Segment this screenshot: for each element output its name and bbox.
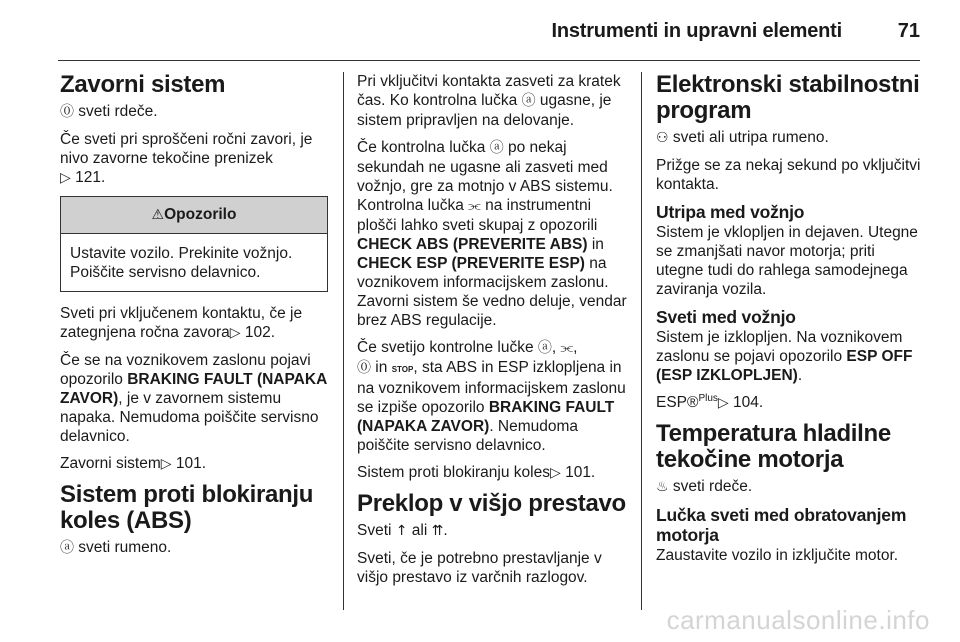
abs-fault-c: na instrumentni plošči lahko sveti skupaj z opozorili [357,197,598,234]
brake-system-ref-label: Zavorni sistem [60,455,161,472]
upshift-arrow-icon: ↑ [395,523,408,539]
esp-startup-text: Prižge se za nekaj sekund po vključitvi kontakta. [656,157,921,193]
page-ref-arrow-icon: ▷ [229,325,241,341]
brake-system-ref[interactable]: 101. [171,455,207,472]
abs-lamp-text [60,538,328,558]
parking-brake-ref[interactable]: 102. [240,324,276,341]
column-divider-1 [343,72,344,610]
esp-plus-ref[interactable]: 104. [728,394,764,411]
brake-lamp-text [60,102,328,122]
page-ref-arrow-icon: ▷ [160,456,172,472]
column-divider-2 [641,72,642,610]
abs-fault-e: in [587,236,604,253]
esp-flashing-title: Utripa med vožnjo [656,202,805,222]
warning-box [60,196,328,292]
abs-fault-g: na voznikovem informacijskem zaslonu. Zavorni sistem še vedno deluje, vendar brez ABS regulacije. [357,255,627,329]
column-3 [656,72,926,573]
esp-on-text [656,328,926,385]
esp-skid-icon: ⚇ [656,130,669,146]
stop-icon: STOP [391,365,414,374]
abs-icon: ⓐ [60,540,74,556]
coolant-temp-title: Temperatura hladilne tekočine motorja [656,420,891,473]
coolant-temp-icon: ♨ [656,479,669,495]
brake-lamp-desc: sveti rdeče. [74,103,158,120]
page-ref-arrow-icon: ▷ [549,465,561,481]
coolant-lamp-desc: sveti rdeče. [668,478,753,495]
brake-system-title: Zavorni sistem [60,71,226,98]
abs-esp-off-c: , sta ABS in ESP izklopljena in na voznikovem informacijskem zaslonu se izpiše opozorilo [357,359,626,416]
abs-icon: ⓐ [521,93,536,109]
abs-ref[interactable]: 101. [560,464,596,481]
double-upshift-icon: ⇈ [431,523,444,539]
abs-icon: ⓐ [537,340,552,356]
abs-ref-text [357,463,627,483]
brake-warning-icon: ⓪ [60,104,74,120]
parking-brake-text [60,304,328,343]
abs-startup-a: Pri vključitvi kontakta zasveti za kratek čas. Ko kontrolna lučka [357,73,621,109]
abs-fault-a: Če kontrolna lučka [357,139,490,156]
esp-off-message: ESP OFF (ESP IZKLOPLJEN) [656,348,913,384]
abs-esp-off-a: Če svetijo kontrolne lučke [357,339,538,356]
engine-running-text: Zaustavite vozilo in izključite motor. [656,547,899,564]
upshift-lamp-text [357,521,627,541]
esp-title: Elektronski stabilnostni program [656,71,920,124]
braking-fault-text [60,351,328,446]
warning-triangle-icon: ⚠ [151,207,165,223]
brake-fluid-ref[interactable]: 121. [70,169,106,186]
watermark: carmanualsonline.info [666,605,930,635]
warning-title: Opozorilo [164,206,237,223]
abs-fault-text [357,138,627,330]
warning-header [61,197,327,234]
column-2 [357,72,627,595]
abs-ref-label: Sistem proti blokiranju koles [357,464,550,481]
upshift-b: ali [407,522,432,539]
abs-title: Sistem proti blokiranju koles (ABS) [60,481,314,534]
abs-startup-b: ugasne, je sistem pripravljen na delovanje. [357,92,612,129]
warning-text: Ustavite vozilo. Prekinite vožnjo. Poiščite servisno delavnico. [70,245,293,281]
brake-distribution-icon: ⫘ [560,340,574,356]
esp-plus-ref-text [656,393,926,413]
page-header [0,0,960,62]
upshift-c: . [443,522,448,539]
brake-system-ref-text [60,454,328,474]
esp-on-title: Sveti med vožnjo [656,307,796,327]
brake-distribution-icon: ⫘ [468,198,481,214]
upshift-desc: Sveti, če je potrebno prestavljanje v višjo prestavo iz varčnih razlogov. [357,550,602,586]
abs-esp-off-e: . Nemudoma poiščite servisno delavnico. [357,418,579,454]
esp-flashing-text: Sistem je vklopljen in dejaven. Utegne se zmanjšati navor motorja; priti utegne tudi do rahlega samodejnega zaviranja vozila. [656,224,918,298]
abs-startup-text [357,72,627,130]
page-ref-arrow-icon: ▷ [717,395,729,411]
abs-lamp-desc: sveti rumeno. [74,539,172,556]
check-abs-message: CHECK ABS (PREVERITE ABS) [357,236,588,253]
page-ref-arrow-icon: ▷ [60,170,71,186]
brake-fluid-text [60,130,328,188]
check-esp-message: CHECK ESP (PREVERITE ESP) [357,255,585,272]
esp-on-a: Sistem je izklopljen. Na voznikovem zaslonu se pojavi opozorilo [656,329,903,365]
coolant-lamp-text [656,477,926,497]
brake-warning-icon: ⓪ [357,360,371,376]
parking-brake-desc: Sveti pri vključenem kontaktu, če je zategnjena ročna zavora [60,305,303,341]
esp-lamp-desc: sveti ali utripa rumeno. [668,129,829,146]
header-title: Instrumenti in upravni elementi [551,20,842,42]
esp-lamp-text [656,128,926,148]
braking-fault-desc-a: Če se na voznikovem zaslonu pojavi opozorilo [60,352,311,388]
header-divider [58,60,920,61]
upshift-a: Sveti [357,522,396,539]
separator: , [551,339,561,356]
column-1 [60,72,328,566]
separator: , [573,339,578,356]
upshift-title: Preklop v višjo prestavo [357,490,626,517]
braking-fault-message: BRAKING FAULT (NAPAKA ZAVOR) [60,371,327,407]
abs-fault-b: po nekaj sekundah ne ugasne ali zasveti med vožnjo, gre za motnjo v ABS sistemu. Kontrolna lučka [357,139,613,214]
braking-fault-desc-b: , je v zavornem sistemu napaka. Nemudoma poiščite servisno delavnico. [60,390,319,445]
esp-plus-sup: Plus [698,392,718,404]
page-number: 71 [897,20,920,42]
abs-esp-off-text [357,338,627,455]
esp-plus-label: ESP® [656,394,699,411]
engine-running-title: Lučka sveti med obratovanjem motorja [656,505,907,545]
braking-fault-message: BRAKING FAULT (NAPAKA ZAVOR) [357,399,615,435]
abs-icon: ⓐ [489,140,504,156]
abs-esp-off-b: in [371,359,392,376]
brake-fluid-desc: Če sveti pri sproščeni ročni zavori, je nivo zavorne tekočine prenizek [60,131,313,167]
esp-on-c: . [797,367,803,384]
